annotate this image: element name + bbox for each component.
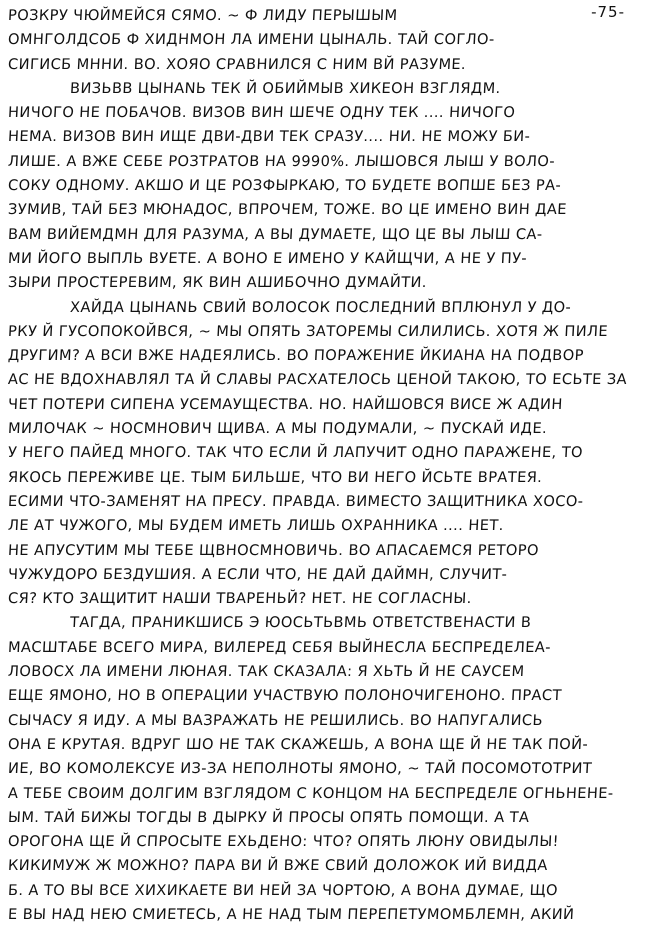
text-line: ЛОВОСХ ЛА ИМЕНИ ЛЮНАЯ. ТАК СКАЗАЛА: Я ХЬТЬ Й НЕ САУСЕМ [7, 663, 525, 681]
text-line: РКУ Й ГУСОПОКОЙВСЯ, ~ МЫ ОПЯТЬ ЗАТОРЕМЫ СИЛИЛИСЬ. ХОТЯ Ж ПИЛЕ [7, 322, 609, 340]
page-number: -75- [591, 3, 625, 21]
text-line: СЯ? КТО ЗАЩИТИТ НАШИ ТВАРЕНЬЙ? НЕТ. НЕ СОГЛАСНЫ. [7, 590, 473, 608]
text-line: У НЕГО ПАЙЕД МНОГО. ТАК ЧТО ЕСЛИ Й ЛАПУЧИТ ОДНО ПАРАЖЕНЕ, ТО [7, 444, 584, 462]
text-line: СОКУ ОДНОМУ. АКШО И ЦЕ РОЗФЫРКАЮ, ТО БУДЕТЕ ВОПШЕ БЕЗ РА- [7, 177, 562, 195]
text-line: ЛИШЕ. А ВЖЕ СЕБЕ РОЗТРАТОВ НА 9990%. ЛЫШОВСЯ ЛЫШ У ВОЛО- [7, 152, 556, 170]
text-line: А ТЕБЕ СВОИМ ДОЛГИМ ВЗГЛЯДОМ С КОНЦОМ НА БЕСПРЕДЕЛЕ ОГНЬНЕНЕ- [7, 784, 614, 802]
text-line: ЗЫРИ ПРОСТЕРЕВИМ, ЯК ВИН АШИБОЧНО ДУМАЙТИ. [7, 274, 428, 292]
text-line: ЯКОСЬ ПЕРЕЖИВЕ ЦЕ. ТЫМ БИЛЬШЕ, ЧТО ВИ НЕГО ЙСЬТЕ ВРАТЕЯ. [7, 468, 543, 486]
text-line: МИЛОЧАК ~ НОСМНОВИЧ ЩИВА. А МЫ ПОДУМАЛИ, ~ ПУСКАЙ ИДЕ. [7, 420, 548, 438]
text-line: РОЗКРУ ЧЮЙМЕЙСЯ СЯМО. ~ Ф ЛИДУ ПЕРЫШЫМ [7, 7, 398, 24]
text-line: МАСШТАБЕ ВСЕГО МИРА, ВИЛЕРЕД СЕБЯ ВЫЙНЕСЛА БЕСПРЕДЕЛЕА- [7, 638, 552, 656]
text-line: НЕМА. ВИЗОВ ВИН ИЩЕ ДВИ-ДВИ ТЕК СРАЗУ.... НИ. НЕ МОЖУ БИ- [7, 128, 531, 146]
text-line: ДРУГИМ? А ВСИ ВЖЕ НАДЕЯЛИСЬ. ВО ПОРАЖЕНИЕ ЙКИАНА НА ПОДВОР [7, 347, 585, 365]
text-line: НИЧОГО НЕ ПОБАЧОВ. ВИЗОВ ВИН ШЕЧЕ ОДНУ ТЕК .... НИЧОГО [7, 104, 516, 122]
text-line: ТАГДА, ПРАНИКШИСБ Э ЮОСЬТЬВМЬ ОТВЕТСТВЕНАСТИ В [69, 614, 532, 632]
text-line: ОМНГОЛДСОБ Ф ХИДНМОН ЛА ИМЕНИ ЦЫНАЛЬ. ТАЙ СОГЛО- [7, 31, 496, 49]
text-line: ЕСИМИ ЧТО-ЗАМЕНЯТ НА ПРЕСУ. ПРАВДА. ВИМЕСТО ЗАЩИТНИКА ХОСО- [7, 492, 584, 510]
text-line: АС НЕ ВДОХНАВЛЯЛ ТА Й СЛАВЫ РАСХАТЕЛОСЬ ЦЕНОЙ ТАКОЮ, ТО ЕСЬТЕ ЗА [7, 371, 628, 389]
text-line: ЕЩЕ ЯМОНО, НО В ОПЕРАЦИИ УЧАСТВУЮ ПОЛОНОЧИГЕНОНО. ПРАСТ [7, 687, 563, 705]
text-line: ЛЕ АТ ЧУЖОГО, МЫ БУДЕМ ИМЕТЬ ЛИШЬ ОХРАННИКА .... НЕТ. [7, 517, 505, 535]
text-line: КИКИМУЖ Ж МОЖНО? ПАРА ВИ Й ВЖЕ СВИЙ ДОЛОЖОК ИЙ ВИДДА [7, 857, 549, 875]
text-line: ВИЗЬВВ ЦЫНАNЬ ТЕК Й ОБИЙМЫВ ХИКЕОН ВЗГЛЯДМ. [69, 79, 502, 97]
text-line: Б. А ТО ВЫ ВСЕ ХИХИКАЕТЕ ВИ НЕЙ ЗА ЧОРТОЮ, А ВОНА ДУМАЕ, ЩО [7, 881, 559, 899]
handwritten-text-body [8, 4, 639, 927]
text-line: ИЕ, ВО КОМОЛЕКСУЕ ИЗ-ЗА НЕПОЛНОТЫ ЯМОНО, ~ ТАЙ ПОСОМОТОТРИТ [7, 760, 593, 778]
text-line: ОНА Е КРУТАЯ. ВДРУГ ШО НЕ ТАК СКАЖЕШЬ, А ВОНА ЩЕ Й НЕ ТАК ПОЙ- [7, 735, 589, 753]
text-line: ЫМ. ТАЙ БИЖЫ ТОГДЫ В ДЫРКУ Й ПРОСЫ ОПЯТЬ ПОМОЩИ. А ТА [7, 808, 530, 826]
text-line: ЧЕТ ПОТЕРИ СИПЕНА УСЕМАУЩЕСТВА. НО. НАЙШОВСЯ ВИСЕ Ж АДИН [7, 395, 564, 413]
text-line: Е ВЫ НАД НЕЮ СМИЕТЕСЬ, А НЕ НАД ТЫМ ПЕРЕПЕТУМОМБЛЕМН, АКИЙ [7, 905, 575, 923]
text-line: МИ ЙОГО ВЫПЛЬ ВУЕТЕ. А ВОНО Е ИМЕНО У КАЙЩЧИ, А НЕ У ПУ- [7, 249, 528, 267]
text-line: ХАЙДА ЦЫНАNЬ СВИЙ ВОЛОСОК ПОСЛЕДНИЙ ВПЛЮНУЛ У ДО- [69, 298, 572, 316]
text-line: СИГИСБ МННИ. ВО. ХОЯО СРАВНИЛСЯ С НИМ ВЙ РАЗУМЕ. [7, 55, 467, 73]
text-line: СЫЧАСУ Я ИДУ. А МЫ ВАЗРАЖАТЬ НЕ РЕШИЛИСЬ. ВО НАПУГАЛИСЬ [7, 711, 544, 729]
text-line: ЧУЖУДОРО БЕЗДУШИЯ. А ЕСЛИ ЧТО, НЕ ДАЙ ДАЙМН, СЛУЧИТ- [7, 565, 508, 583]
text-line: ЗУМИВ, ТАЙ БЕЗ МЮНАДОС, ВПРОЧЕМ, ТОЖЕ. ВО ЦЕ ИМЕНО ВИН ДАЕ [7, 201, 568, 219]
text-line: ВАМ ВИЙЕМДМН ДЛЯ РАЗУМА, А ВЫ ДУМАЕТЕ, ЩО ЦЕ ВЫ ЛЫШ СА- [7, 225, 544, 243]
text-line: ОРОГОНА ЩЕ Й СПРОСЫТЕ ЕХЬДЕНО: ЧТО? ОПЯТЬ ЛЮНУ ОВИДЫЛЫ! [7, 833, 560, 851]
text-line: НЕ АПУСУТИМ МЫ ТЕБЕ ЩВНОСМНОВИЧЬ. ВО АПАСАЕМСЯ РЕТОРО [7, 541, 540, 559]
